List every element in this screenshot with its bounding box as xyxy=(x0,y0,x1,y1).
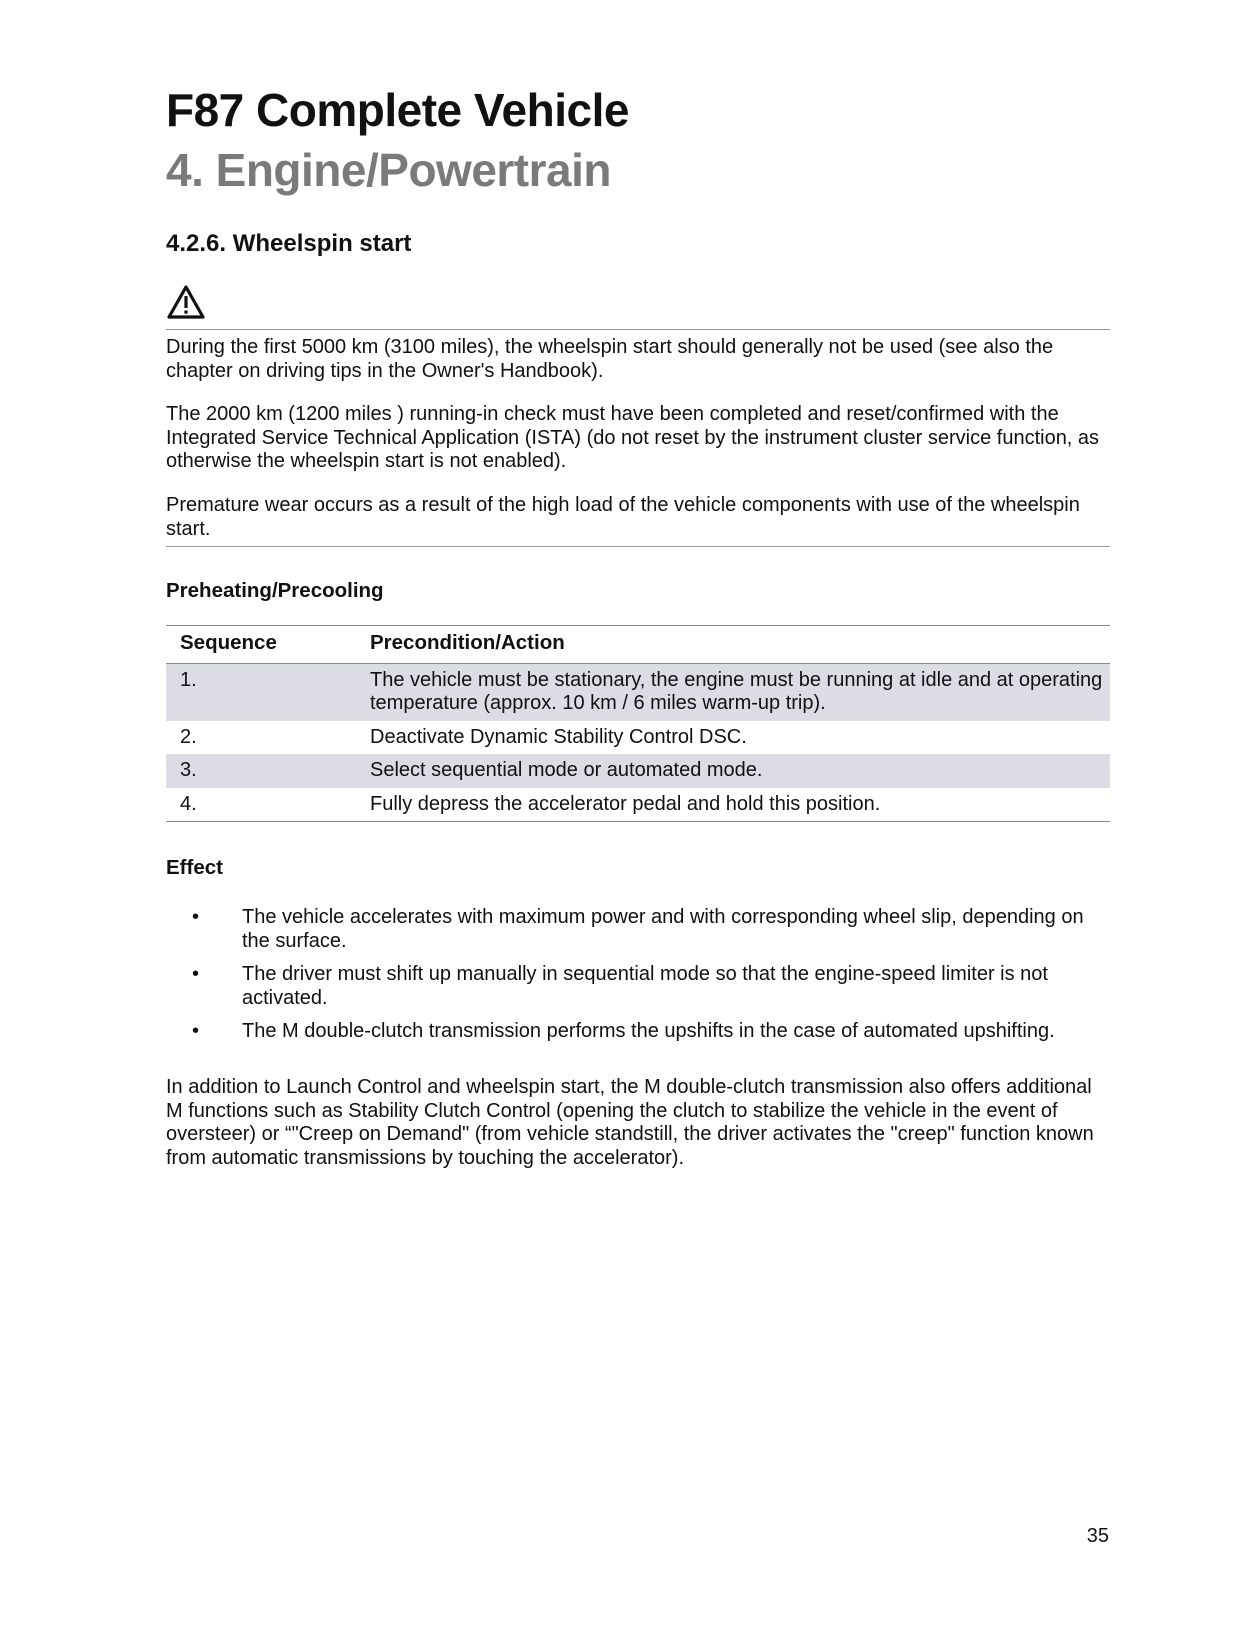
sequence-cell: 4. xyxy=(166,788,370,822)
table-row xyxy=(166,663,1110,721)
table-row xyxy=(166,754,1110,788)
table-row xyxy=(166,721,1110,755)
table-row xyxy=(166,788,1110,822)
warning-paragraph: During the first 5000 km (3100 miles), the wheelspin start should generally not be used (see also the chapter on driving tips in the Owner's Handbook). xyxy=(166,336,1054,382)
warning-paragraph: Premature wear occurs as a result of the high load of the vehicle components with use of the wheelspin start. xyxy=(166,494,1080,540)
closing-paragraph: In addition to Launch Control and wheelspin start, the M double-clutch transmission also offers additional M functions such as Stability Clutch Control (opening the clutch to stabilize the vehicle in the event of oversteer) or “"Creep on Demand" (from vehicle standstill, the driver activates the "creep" function known from automatic transmissions by touching the accelerator). xyxy=(166,1076,1094,1169)
warning-bottom-rule xyxy=(166,546,1110,547)
list-item xyxy=(166,906,1110,953)
action-cell: Select sequential mode or automated mode. xyxy=(370,754,1110,788)
list-item-text: The M double-clutch transmission performs the upshifts in the case of automated upshifting. xyxy=(242,1020,1055,1042)
sequence-cell: 2. xyxy=(180,725,197,748)
list-item-text: The vehicle accelerates with maximum power and with corresponding wheel slip, depending on the surface. xyxy=(242,906,1084,952)
effect-list xyxy=(166,906,1110,1054)
preheating-heading: Preheating/Precooling xyxy=(166,579,384,602)
chapter-title: 4. Engine/Powertrain xyxy=(166,144,611,196)
bullet-icon: • xyxy=(192,963,200,985)
sequence-cell: 1. xyxy=(166,663,370,721)
action-cell: Deactivate Dynamic Stability Control DSC. xyxy=(370,725,747,748)
warning-triangle-icon xyxy=(166,284,206,320)
page-number: 35 xyxy=(1086,1525,1109,1547)
section-title: 4.2.6. Wheelspin start xyxy=(166,230,412,257)
list-item xyxy=(166,963,1110,1010)
warning-top-rule xyxy=(166,329,1110,330)
bullet-icon: • xyxy=(192,906,200,928)
column-header-action: Precondition/Action xyxy=(370,626,1110,664)
table-header-row xyxy=(166,626,1110,664)
list-item xyxy=(166,1020,1110,1044)
action-cell: The vehicle must be stationary, the engine must be running at idle and at operating temperature (approx. 10 km / 6 miles warm-up trip). xyxy=(370,663,1110,721)
bullet-icon: • xyxy=(192,1020,200,1042)
document-title: F87 Complete Vehicle xyxy=(166,84,629,136)
sequence-table xyxy=(166,625,1110,822)
effect-heading: Effect xyxy=(166,856,223,879)
warning-paragraph: The 2000 km (1200 miles ) running-in check must have been completed and reset/confirmed with the Integrated Service Technical Application (ISTA) (do not reset by the instrument cluster service function, as otherwise the wheelspin start is not enabled). xyxy=(166,403,1100,472)
action-cell: Fully depress the accelerator pedal and hold this position. xyxy=(370,788,1110,822)
list-item-text: The driver must shift up manually in sequential mode so that the engine-speed limiter is not activated. xyxy=(242,963,1048,1009)
sequence-cell: 3. xyxy=(166,754,370,788)
column-header-sequence: Sequence xyxy=(166,626,370,664)
